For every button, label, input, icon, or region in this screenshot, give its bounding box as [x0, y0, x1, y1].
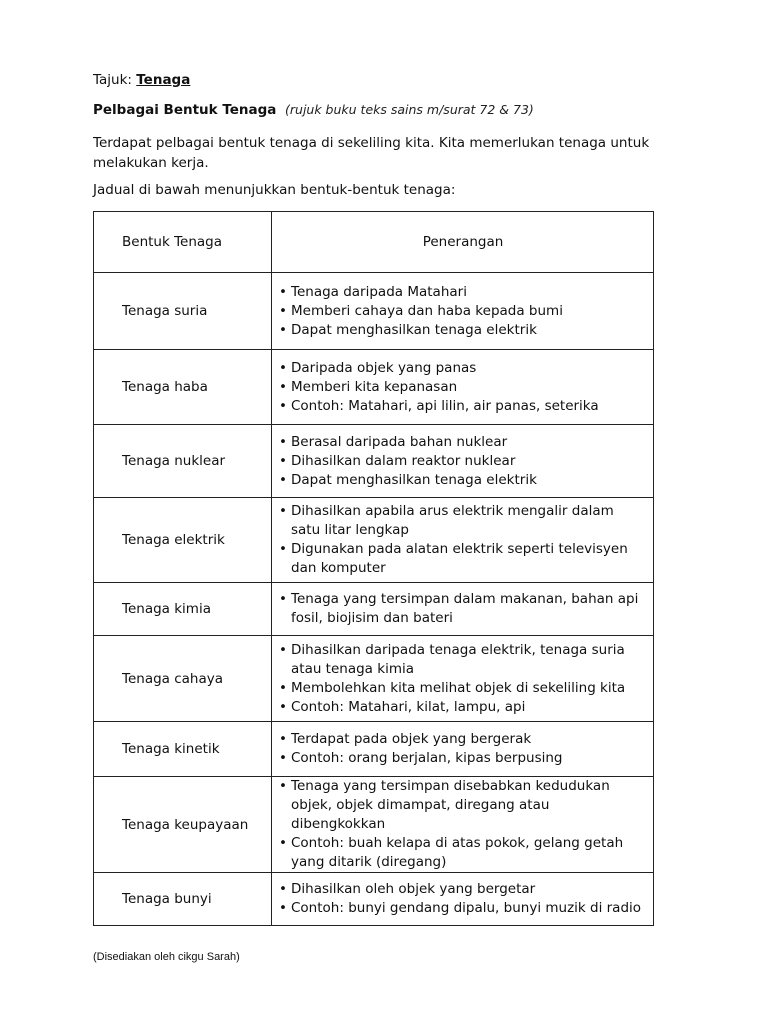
description-point: • Dihasilkan daripada tenaga elektrik, tenaga suria atau tenaga kimia	[279, 641, 647, 679]
energy-description	[272, 777, 654, 873]
title-label: Tajuk:	[93, 72, 132, 88]
description-point: • Daripada objek yang panas	[279, 359, 647, 378]
description-point: • Tenaga daripada Matahari	[279, 283, 647, 302]
description-list	[279, 641, 647, 717]
table-intro: Jadual di bawah menunjukkan bentuk-bentuk tenaga:	[93, 182, 456, 198]
description-point: • Contoh: Matahari, api lilin, air panas, seterika	[279, 397, 647, 416]
energy-description	[272, 873, 654, 926]
energy-description	[272, 425, 654, 498]
energy-form: Tenaga bunyi	[94, 873, 272, 926]
energy-form: Tenaga cahaya	[94, 636, 272, 722]
footer-credit: (Disediakan oleh cikgu Sarah)	[93, 951, 240, 963]
description-list	[279, 730, 647, 768]
energy-description	[272, 636, 654, 722]
description-point: • Contoh: bunyi gendang dipalu, bunyi muzik di radio	[279, 899, 647, 918]
description-point: • Dihasilkan apabila arus elektrik mengalir dalam satu litar lengkap	[279, 502, 647, 540]
energy-form: Tenaga elektrik	[94, 498, 272, 583]
description-point: • Tenaga yang tersimpan disebabkan kedudukan objek, objek dimampat, diregang atau dibengkokkan	[279, 777, 647, 834]
table-row	[94, 350, 654, 425]
description-point: • Memberi cahaya dan haba kepada bumi	[279, 302, 647, 321]
description-point: • Memberi kita kepanasan	[279, 378, 647, 397]
description-list	[279, 590, 647, 628]
description-point: • Dapat menghasilkan tenaga elektrik	[279, 321, 647, 340]
description-point: • Membolehkan kita melihat objek di sekeliling kita	[279, 679, 647, 698]
header-description: Penerangan	[272, 212, 654, 273]
description-point: • Dihasilkan dalam reaktor nuklear	[279, 452, 647, 471]
table-row	[94, 722, 654, 777]
table-row	[94, 273, 654, 350]
table-row	[94, 498, 654, 583]
energy-description	[272, 498, 654, 583]
description-list	[279, 359, 647, 416]
description-point: • Terdapat pada objek yang bergerak	[279, 730, 647, 749]
table-row	[94, 873, 654, 926]
title-value: Tenaga	[136, 72, 191, 88]
header-form: Bentuk Tenaga	[94, 212, 272, 273]
table-row	[94, 425, 654, 498]
description-point: • Berasal daripada bahan nuklear	[279, 433, 647, 452]
energy-description	[272, 273, 654, 350]
description-list	[279, 283, 647, 340]
energy-form: Tenaga haba	[94, 350, 272, 425]
description-list	[279, 777, 647, 872]
description-point: • Contoh: Matahari, kilat, lampu, api	[279, 698, 647, 717]
description-list	[279, 433, 647, 490]
description-point: • Dihasilkan oleh objek yang bergetar	[279, 880, 647, 899]
energy-form: Tenaga kimia	[94, 583, 272, 636]
description-list	[279, 880, 647, 918]
table-row	[94, 777, 654, 873]
description-point: • Contoh: buah kelapa di atas pokok, gelang getah yang ditarik (diregang)	[279, 834, 647, 872]
description-point: • Digunakan pada alatan elektrik seperti televisyen dan komputer	[279, 540, 647, 578]
energy-form: Tenaga nuklear	[94, 425, 272, 498]
subtitle-note: (rujuk buku teks sains m/surat 72 & 73)	[285, 102, 534, 117]
energy-form: Tenaga keupayaan	[94, 777, 272, 873]
description-point: • Contoh: orang berjalan, kipas berpusing	[279, 749, 647, 768]
subtitle-line	[93, 102, 534, 118]
table-header-row	[94, 212, 654, 273]
table-row	[94, 636, 654, 722]
description-point: • Tenaga yang tersimpan dalam makanan, bahan api fosil, biojisim dan bateri	[279, 590, 647, 628]
title-line	[93, 72, 190, 88]
energy-description	[272, 583, 654, 636]
description-point: • Dapat menghasilkan tenaga elektrik	[279, 471, 647, 490]
intro-paragraph: Terdapat pelbagai bentuk tenaga di sekeliling kita. Kita memerlukan tenaga untuk melakukan kerja.	[93, 135, 650, 171]
description-list	[279, 502, 647, 578]
energy-form: Tenaga suria	[94, 273, 272, 350]
energy-form: Tenaga kinetik	[94, 722, 272, 777]
subtitle: Pelbagai Bentuk Tenaga	[93, 102, 277, 118]
energy-description	[272, 722, 654, 777]
table-row	[94, 583, 654, 636]
energy-forms-table	[93, 211, 654, 926]
energy-description	[272, 350, 654, 425]
